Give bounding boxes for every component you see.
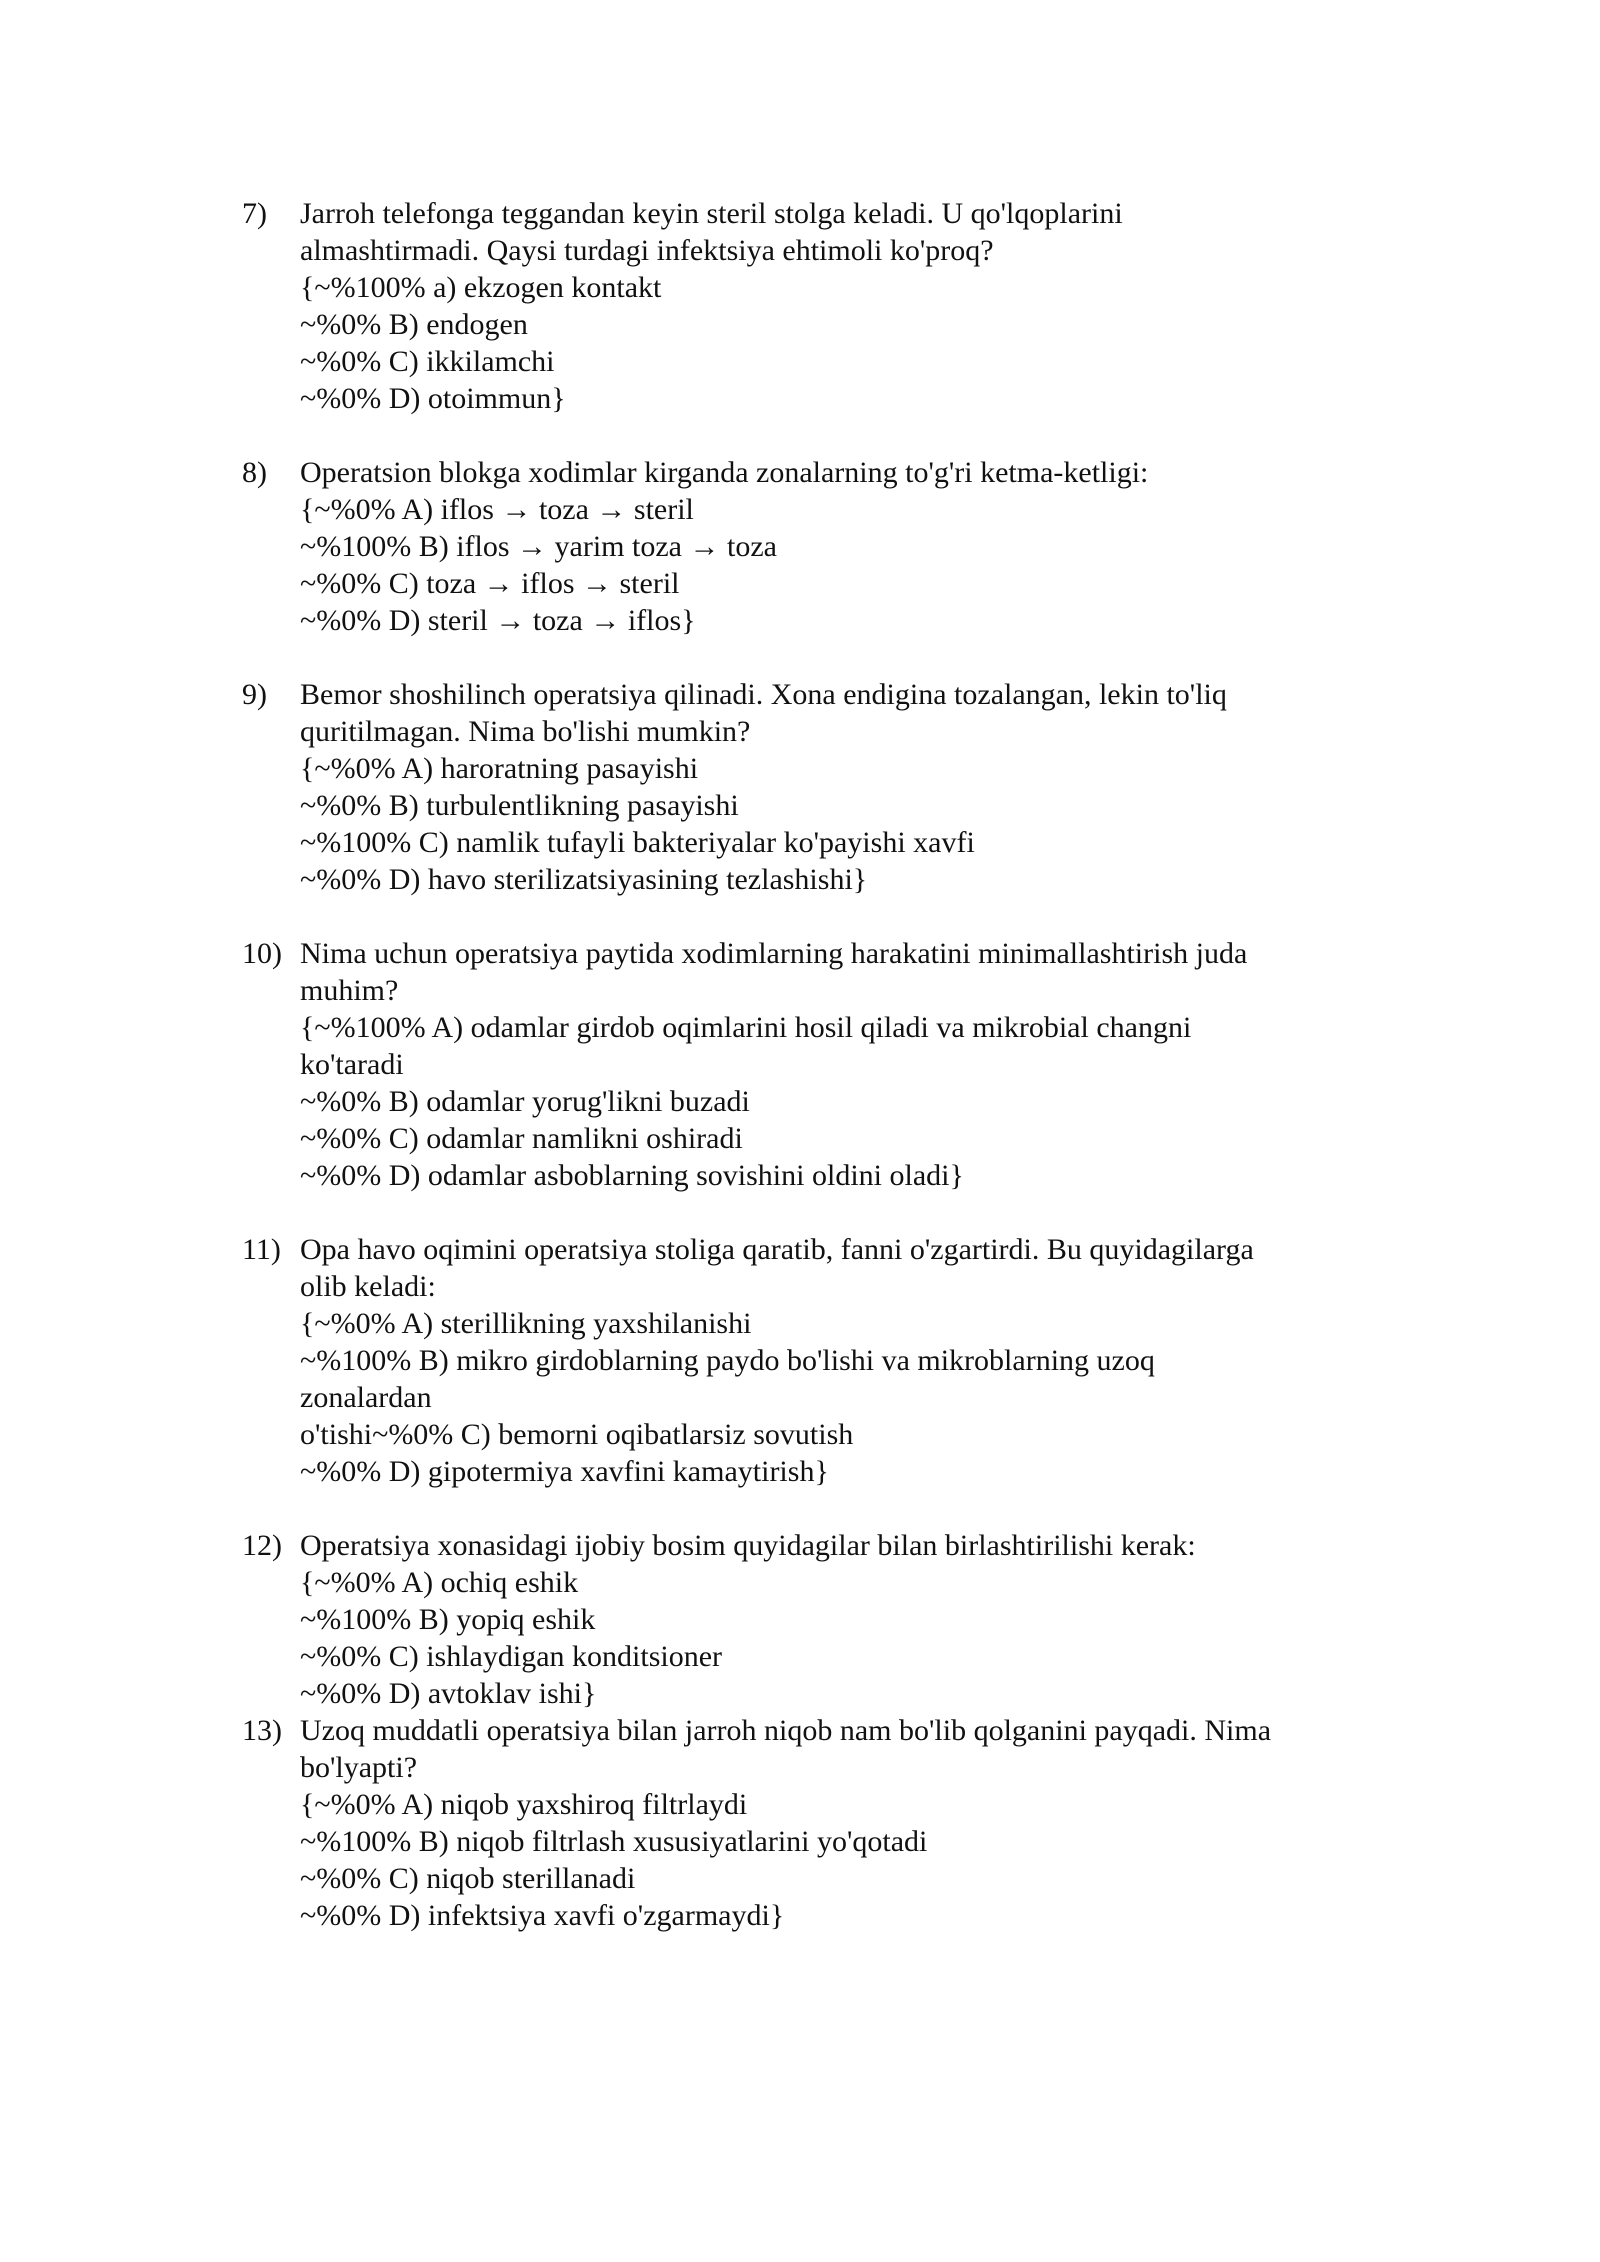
question-number: 10) xyxy=(242,937,282,970)
answer-option: ~%0% D) steril → toza → iflos} xyxy=(300,604,696,637)
answer-option: ~%100% B) iflos → yarim toza → toza xyxy=(300,530,777,563)
question-11 xyxy=(242,1231,1372,1490)
question-list xyxy=(242,195,1372,1934)
answer-option: o'tishi~%0% C) bemorni oqibatlarsiz sovutish xyxy=(300,1418,854,1451)
question-number: 11) xyxy=(242,1233,281,1266)
answer-option: ~%0% D) havo sterilizatsiyasining tezlashishi} xyxy=(300,863,868,896)
question-number: 13) xyxy=(242,1714,282,1747)
question-8 xyxy=(242,454,1372,639)
question-9 xyxy=(242,676,1372,898)
question-text: Opa havo oqimini operatsiya stoliga qaratib, fanni o'zgartirdi. Bu quyidagilarga olib keladi: xyxy=(300,1233,1254,1303)
question-number: 8) xyxy=(242,456,267,489)
question-7 xyxy=(242,195,1372,417)
question-12 xyxy=(242,1527,1372,1712)
question-number: 12) xyxy=(242,1529,282,1562)
question-text: Jarroh telefonga teggandan keyin steril stolga keladi. U qo'lqoplarini almashtirmadi. Qaysi turdagi infektsiya ehtimoli ko'proq? xyxy=(300,197,1123,267)
answer-option: {~%0% A) iflos → toza → steril xyxy=(300,493,694,526)
answer-option: ~%0% C) toza → iflos → steril xyxy=(300,567,680,600)
question-body xyxy=(300,935,1372,1194)
answer-option: {~%100% a) ekzogen kontakt xyxy=(300,271,662,304)
answer-option: ~%0% B) endogen xyxy=(300,308,528,341)
question-text: Operatsion blokga xodimlar kirganda zonalarning to'g'ri ketma-ketligi: xyxy=(300,456,1149,489)
question-text: Nima uchun operatsiya paytida xodimlarning harakatini minimallashtirish juda muhim? xyxy=(300,937,1248,1007)
answer-option: ~%0% D) avtoklav ishi} xyxy=(300,1677,597,1710)
answer-option: {~%0% A) sterillikning yaxshilanishi xyxy=(300,1307,752,1340)
answer-option: {~%100% A) odamlar girdob oqimlarini hosil qiladi va mikrobial changni ko'taradi xyxy=(300,1011,1192,1081)
answer-option: ~%100% B) mikro girdoblarning paydo bo'lishi va mikroblarning uzoq zonalardan xyxy=(300,1344,1155,1414)
question-body xyxy=(300,195,1372,417)
answer-option: ~%0% C) ishlaydigan konditsioner xyxy=(300,1640,723,1673)
answer-option: ~%0% B) turbulentlikning pasayishi xyxy=(300,789,739,822)
answer-option: ~%0% C) niqob sterillanadi xyxy=(300,1862,636,1895)
answer-option: ~%0% D) infektsiya xavfi o'zgarmaydi} xyxy=(300,1899,785,1932)
question-10 xyxy=(242,935,1372,1194)
question-body xyxy=(300,454,1372,639)
answer-option: {~%0% A) haroratning pasayishi xyxy=(300,752,699,785)
answer-option: ~%100% B) niqob filtrlash xususiyatlarini yo'qotadi xyxy=(300,1825,928,1858)
answer-option: ~%100% B) yopiq eshik xyxy=(300,1603,596,1636)
question-text: Uzoq muddatli operatsiya bilan jarroh niqob nam bo'lib qolganini payqadi. Nima bo'lyapti? xyxy=(300,1714,1272,1784)
answer-option: ~%0% D) odamlar asboblarning sovishini oldini oladi} xyxy=(300,1159,964,1192)
answer-option: ~%0% C) odamlar namlikni oshiradi xyxy=(300,1122,743,1155)
question-number: 7) xyxy=(242,197,267,230)
answer-option: ~%0% D) gipotermiya xavfini kamaytirish} xyxy=(300,1455,829,1488)
answer-option: ~%0% D) otoimmun} xyxy=(300,382,566,415)
answer-option: ~%100% C) namlik tufayli bakteriyalar ko'payishi xavfi xyxy=(300,826,975,859)
question-text: Bemor shoshilinch operatsiya qilinadi. Xona endigina tozalangan, lekin to'liq quritilmagan. Nima bo'lishi mumkin? xyxy=(300,678,1227,748)
answer-option: {~%0% A) ochiq eshik xyxy=(300,1566,579,1599)
question-body xyxy=(300,1712,1372,1934)
question-number: 9) xyxy=(242,678,267,711)
question-body xyxy=(300,676,1372,898)
question-13 xyxy=(242,1712,1372,1934)
answer-option: {~%0% A) niqob yaxshiroq filtrlaydi xyxy=(300,1788,748,1821)
question-body xyxy=(300,1527,1372,1712)
question-text: Operatsiya xonasidagi ijobiy bosim quyidagilar bilan birlashtirilishi kerak: xyxy=(300,1529,1196,1562)
answer-option: ~%0% C) ikkilamchi xyxy=(300,345,555,378)
question-body xyxy=(300,1231,1372,1490)
answer-option: ~%0% B) odamlar yorug'likni buzadi xyxy=(300,1085,750,1118)
